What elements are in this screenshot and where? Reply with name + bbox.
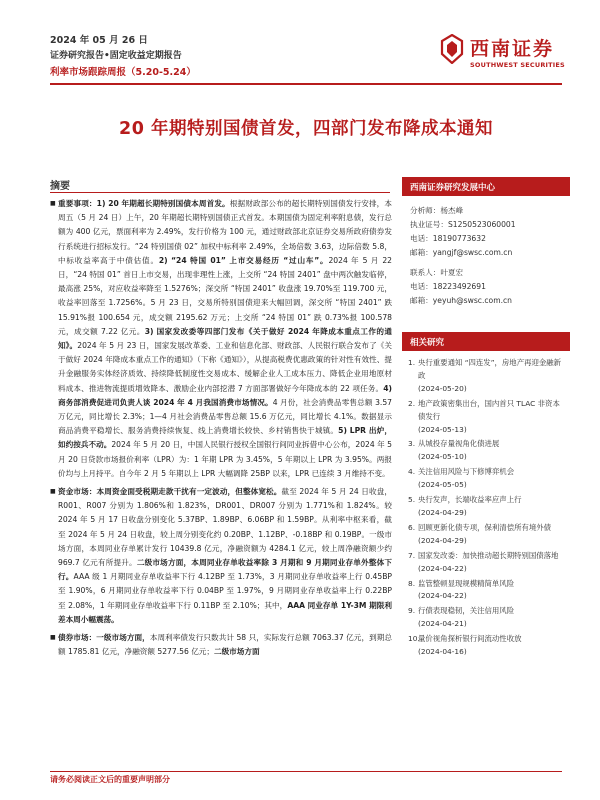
related-item-date: (2024-05-20) [418,383,467,393]
contact-row [410,266,562,280]
report-type: 证券研究报告•固定收益定期报告 [50,51,182,61]
report-date: 2024 年 05 月 26 日 [50,35,148,46]
contact-value: 杨杰峰 [440,206,464,215]
contact-row [410,280,562,294]
sidebar [402,177,570,661]
related-item-date: (2024-05-10) [418,452,467,462]
contact-list [402,196,570,308]
summary-bold-text: 2) “24 特国 01” 上市交易经历 “过山车”。 [158,255,329,265]
contact-label: 执业证号： [410,220,448,229]
summary-bold-text: AAA 同业存单 1Y-3M 期限利差本周小幅震荡。 [58,600,392,624]
related-item-date: (2024-05-05) [418,480,467,490]
contact-value: 18223492691 [432,282,486,291]
contact-row [410,294,562,308]
related-item-date: (2024-04-22) [418,591,467,601]
summary-bold-text: 4) 商务部消费促进司负责人谈 2024 年 4 月我国消费市场情况。 [58,383,392,407]
related-research-item[interactable] [408,578,566,604]
contact-label: 分析师： [410,206,441,215]
logo-name-cn: 西南证券 [470,38,555,60]
summary-text: 4 月份，社会消费品零售总额 3.57 万亿元，同比增长 2.3%；1—4 月社会消费品零售总额 15.6 万亿元，同比增长 4.1%。数据显示商品消费平稳增长、服务消费持续恢复、线上消费增长较快、乡村销售快于城镇。 [58,397,392,436]
related-item-number: 2. [408,398,416,408]
summary-bold-text: 5) LPR 出炉，如约按兵不动。 [58,426,393,450]
related-item-title: 监管整顿显现规模精简单风险 [418,578,515,588]
summary-text: 2024 年 5 月 20 日，中国人民银行授权全国银行间同业拆借中心公布，2024 年 5 月 20 日贷款市场报价利率（LPR）为：1 年期 LPR 为 3.45%，5 年期以上 LPR 为 3.95%。两报价均与上月持平。自今年 2 月 5 年期以上 LPR 大幅调降 25BP 以来，LPR 已连续 3 月维持不变。 [58,440,393,478]
contact-label: 邮箱： [410,296,433,305]
related-item-title: 行债表现稳韧，关注信用风险 [418,606,515,616]
related-research-item[interactable] [408,550,566,576]
related-item-number: 10. [408,634,420,644]
contact-value: 叶夏宏 [440,268,464,277]
related-item-number: 8. [408,578,416,588]
related-item-number: 5. [408,495,416,505]
related-research-item[interactable] [408,357,566,396]
summary-bold-text: 重要事项：1) 20 年期超长期特别国债本周首发。 [58,199,230,208]
related-item-number: 7. [408,550,416,560]
related-item-title: 地产政策密集出台，国内首只 TLAC 非资本债发行 [418,398,560,421]
contact-value: S1250523060001 [447,220,516,229]
related-research-item[interactable] [408,466,566,492]
summary-text: 2024 年 5 月 22 日，“24 特国 01” 首日上市交易，出现非理性上涨，上交所 “24 特国 2401” 盘中两次触发临停，最高涨 25%，对应收益率降至 1.5276%；深交所 “特国 2401” 收盘涨 19.70%至 119.700 元，收益率回落至 1.7256%。5 月 23 日，交易所特别国债迎来大幅回调，深交所 “特国 2401” 跌 15.91%报 100.654 元，成交额 2195.62 万元；上交所 “24 特国 01” 跌 0.73%报 100.578 元，成交额 7.22 亿元。 [58,255,392,336]
logo-name-en: SOUTHWEST SECURITIES [470,61,565,69]
related-item-title: 量价视角探析银行间流动性收放 [418,634,522,644]
related-item-number: 3. [408,439,416,449]
related-research-item[interactable] [408,633,566,659]
related-item-date: (2024-04-21) [418,619,467,629]
sidebar-header: 西南证券研究发展中心 [402,177,570,196]
summary-paragraph [50,631,392,659]
summary-bold-text: 二级市场方面 [214,647,260,657]
header-divider [50,83,562,85]
contact-row [410,218,562,232]
summary-text: 根据财政部公布的超长期特别国债发行安排，本周五（5 月 24 日）上午，20 年期超长期特别国债正式首发。本期国债为固定利率附息债，发行总额为 400 亿元，票面利率为 2.49%，发行价格为 100 元，通过财政部北京证券交易所政府债券发行系统进行招标发行。“24 特别国债 02” 加权中标利率 2.49%，全场倍数 3.63，边际倍数 5.8，中标收益率高于中债估值。 [58,199,392,265]
contact-value: 18190773632 [432,234,486,243]
related-item-title: 回顾更新化债专项，保利清偿所有境外债 [418,522,552,532]
logo-mark-icon [440,34,464,64]
report-series-title: 利率市场跟踪周报（5.20-5.24） [50,67,196,78]
footer-divider [50,771,562,772]
contact-label: 电话： [410,234,433,243]
summary-bold-text: 债券市场：一级市场方面， [58,633,150,643]
related-item-date: (2024-04-29) [418,535,467,545]
summary-paragraph [50,197,392,481]
related-item-number: 6. [408,522,416,532]
footer-notice: 请务必阅读正文后的重要声明部分 [50,775,170,784]
summary-bold-text: 3) 国家发改委等四部门发布《关于做好 2024 年降成本重点工作的通知》。 [58,326,392,351]
summary-bold-text: 二级市场方面，本周同业存单收益率除 3 月期和 9 月期同业存单外整体下行。 [58,558,393,582]
related-item-date: (2024-04-29) [418,507,467,517]
contact-row [410,204,562,218]
related-item-title: 国家发改委：加快推动超长期特别国债落地 [418,550,559,560]
contact-label: 邮箱： [410,248,433,257]
related-item-title: 关注信用风险与下修博弈机会 [418,467,515,477]
summary-body [50,197,392,664]
contact-value[interactable]: yeyuh@swsc.com.cn [432,296,512,305]
related-item-title: 从城投存量视角化债进展 [418,439,500,449]
related-item-title: 央行重要通知 “四连发”，房地产再迎金融新政 [418,358,562,380]
related-item-number: 1. [408,358,416,367]
summary-text: 截至 2024 年 5 月 24 日收盘，R001、R007 分别为 1.806%和 1.823%，DR001、DR007 分别为 1.771%和 1.824%。较 2024 年 5 月 17 日收盘分别变化 5.37BP、1.89BP、6.06BP 和 1.59BP。从利率中枢来看，截至 2024 年 5 月 24 日收盘，较上周分别变化约 0.20BP、1.12BP、-0.18BP 和 0.19BP。一级市场方面，本周同业存单累计发行 10439.8 亿元，净融资额为 4284.1 亿元，较上周净融资额少约 969.7 亿元有所提升。 [58,487,392,568]
contact-value[interactable]: yangjf@swsc.com.cn [432,248,513,257]
related-research-list [402,351,570,659]
contact-row [410,232,562,246]
summary-paragraph [50,485,392,627]
related-research-item[interactable] [408,605,566,631]
related-item-number: 9. [408,606,416,616]
summary-text: 2024 年 5 月 23 日，国家发展改革委、工业和信息化部、财政部、人民银行联合发布了《关于做好 2024 年降成本重点工作的通知》（下称《通知》），从提高税费优惠政策的针对性有效性、提升金融服务实体经济质效、持续降低制度性交易成本、缓解企业人工成本压力、降低企业用地原材料成本、推进物流提质增效降本、激励企业内部挖潜 7 方面部署做好今年降成本的 22 项任务。 [58,341,393,393]
summary-bold-text: 资金市场：本周资金面受税期走款干扰有一定波动，但整体宽松。 [58,487,282,497]
related-research-header: 相关研究 [402,332,570,351]
related-item-title: 央行发声，长端收益率应声上行 [418,495,522,505]
related-item-number: 4. [408,467,416,477]
related-research-item[interactable] [408,522,566,548]
related-item-date: (2024-04-16) [418,647,467,657]
related-research-item[interactable] [408,438,566,464]
contact-label: 电话： [410,282,433,291]
related-item-date: (2024-05-13) [418,424,467,434]
related-research-item[interactable] [408,494,566,520]
related-item-date: (2024-04-22) [418,563,467,573]
page-title: 20 年期特别国债首发，四部门发布降成本通知 [119,119,493,139]
contact-label: 联系人： [410,268,441,277]
company-logo [440,30,570,78]
summary-divider [50,192,390,193]
summary-text: 本周利率债发行只数共计 58 只，实际发行总额 7063.37 亿元，到期总额 1785.81 亿元，净融资额 5277.56 亿元； [58,633,393,657]
related-research-item[interactable] [408,398,566,437]
summary-label: 摘要 [50,181,70,192]
contact-row [410,246,562,260]
summary-text: AAA 级 1 月期同业存单收益率下行 4.12BP 至 1.73%，3 月期同业存单收益率上行 0.45BP 至 1.90%，6 月期同业存单收益率下行 0.04BP 至 1.97%，9 月期同业存单收益率上行 0.22BP 至 2.08%，1 年期同业存单收益率下行 0.11BP 至 2.10%；其中， [58,572,392,610]
